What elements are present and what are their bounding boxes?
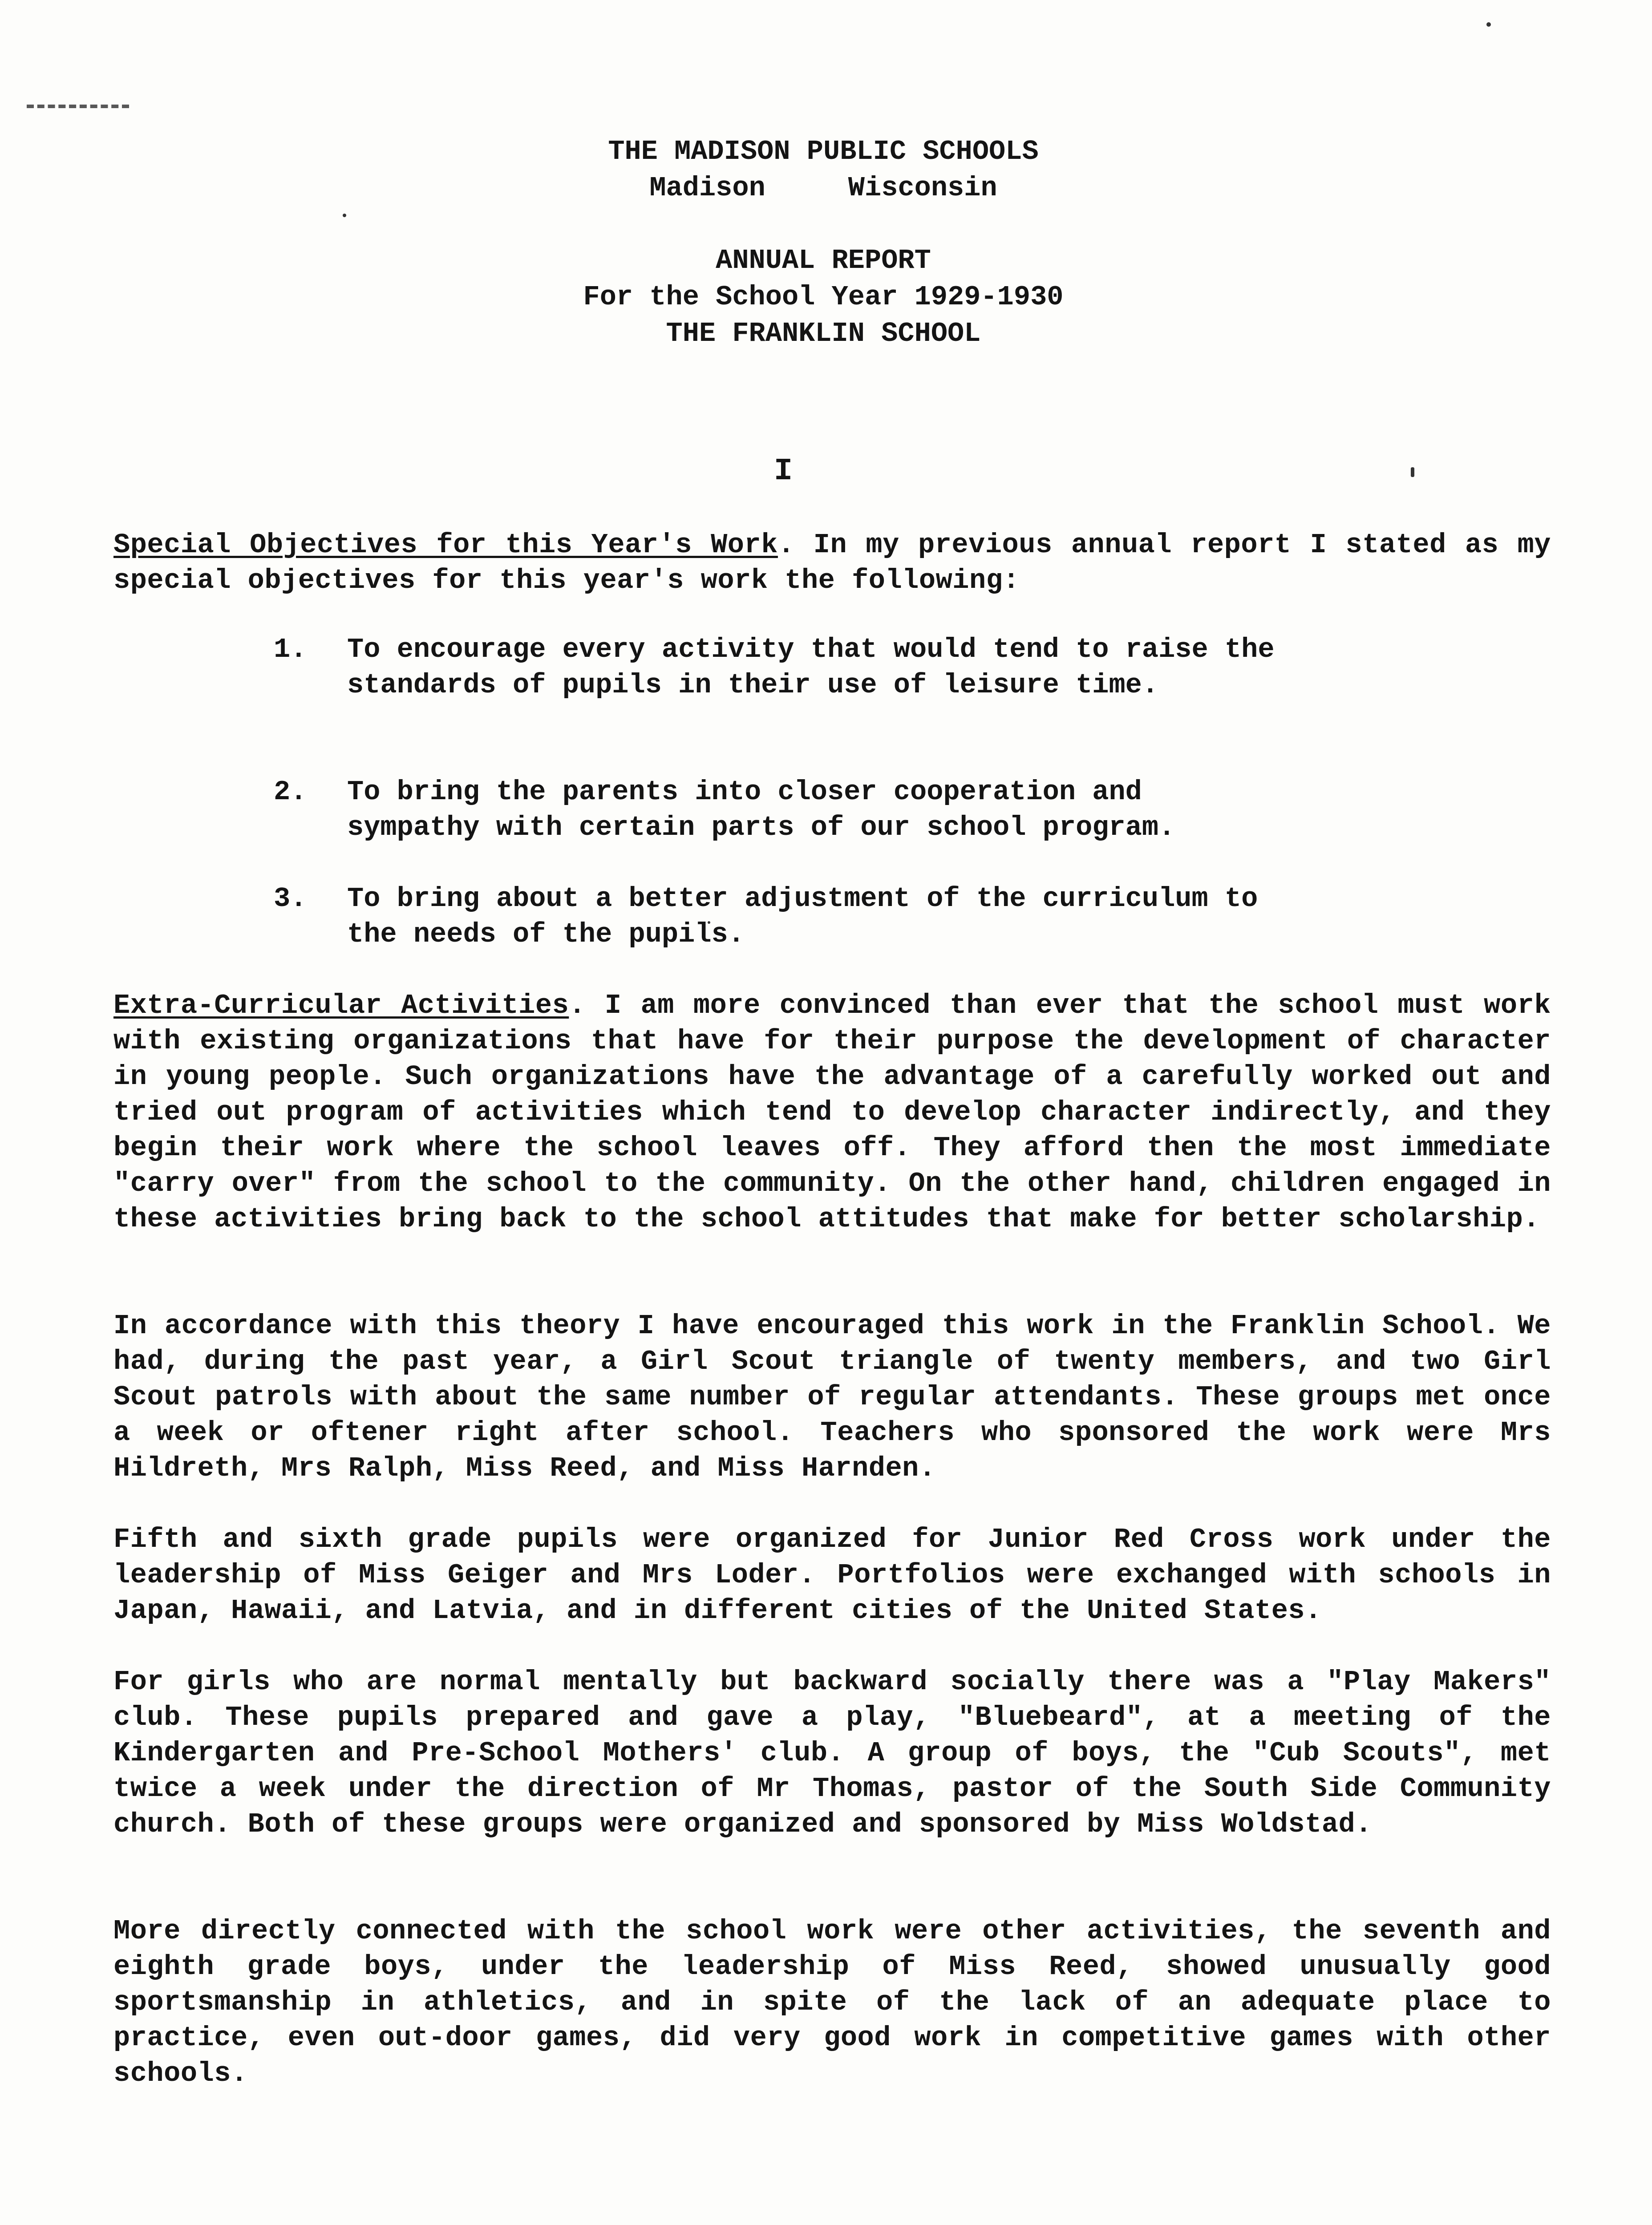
institution-heading: THE MADISON PUBLIC SCHOOLS <box>608 136 1039 167</box>
athletics-paragraph: More directly connected with the school work were other activities, the seventh and eighth grade boys, under the leadership of Miss Reed, showed unusually good sportsmanship in athletics, and in spite of the lack of an adequate place to practice, even out-door games, did very good work in competitive games with other schools. <box>113 1915 1551 2089</box>
ink-speck <box>1411 467 1414 477</box>
extra-curricular-text: . I am more convinced than ever that the school must work with existing organizations that have for their purpose the development of character in young people. Such organizations have the advantage of a carefully worked out and tried out program of activities which tend to develop character indirectly, and they begin their work where the school leaves off. They afford then the most immediate "carry over" from the school to the community. On the other hand, children engaged in these activities bring back to the school attitudes that make for better scholarship. <box>113 990 1551 1235</box>
objective-item <box>274 774 1297 846</box>
objective-item <box>274 632 1297 703</box>
objective-number: 1. <box>274 634 307 665</box>
objectives-paragraph <box>113 527 1551 599</box>
section-number: I <box>773 454 793 489</box>
report-title: ANNUAL REPORT <box>716 245 931 276</box>
ink-speck <box>343 214 346 217</box>
red-cross-paragraph: Fifth and sixth grade pupils were organized for Junior Red Cross work under the leadership of Miss Geiger and Mrs Loder. Portfolios were exchanged with schools in Japan, Hawaii, and Latvia, and in different cities of the United States. <box>113 1524 1551 1626</box>
extra-curricular-heading: Extra-Curricular Activities <box>113 990 569 1021</box>
ink-speck <box>1486 22 1491 27</box>
objectives-intro: . In my previous annual report I stated as my special objectives for this year's work the following: <box>113 529 1551 596</box>
girl-scout-paragraph: In accordance with this theory I have encouraged this work in the Franklin School. We had, during the past year, a Girl Scout triangle of twenty members, and two Girl Scout patrols with about the same number of regular attendants. These groups met once a week or oftener right after school. Teachers who sponsored the work were Mrs Hildreth, Mrs Ralph, Miss Reed, and Miss Harnden. <box>113 1310 1551 1484</box>
year-line: For the School Year 1929-1930 <box>583 281 1064 313</box>
city-line: Madison Wisconsin <box>649 172 997 204</box>
objectives-heading: Special Objectives for this Year's Work <box>113 529 778 561</box>
objective-text: To bring the parents into closer cooperation and sympathy with certain parts of our school program. <box>347 776 1175 843</box>
extra-curricular-paragraph <box>113 988 1551 1237</box>
objective-text: To encourage every activity that would tend to raise the standards of pupils in their use of leisure time. <box>347 634 1275 701</box>
objective-item <box>274 881 1297 952</box>
objective-text: To bring about a better adjustment of the curriculum to the needs of the pupils. <box>347 883 1258 950</box>
play-makers-paragraph: For girls who are normal mentally but backward socially there was a "Play Makers" club. These pupils prepared and gave a play, "Bluebeard", at a meeting of the Kindergarten and Pre-School Mothers' club. A group of boys, the "Cub Scouts", met twice a week under the direction of Mr Thomas, pastor of the South Side Community church. Both of these groups were organized and sponsored by Miss Woldstad. <box>113 1666 1551 1840</box>
objective-number: 3. <box>274 883 307 914</box>
school-name: THE FRANKLIN SCHOOL <box>666 318 981 349</box>
pen-mark <box>27 105 129 113</box>
objective-number: 2. <box>274 776 307 808</box>
